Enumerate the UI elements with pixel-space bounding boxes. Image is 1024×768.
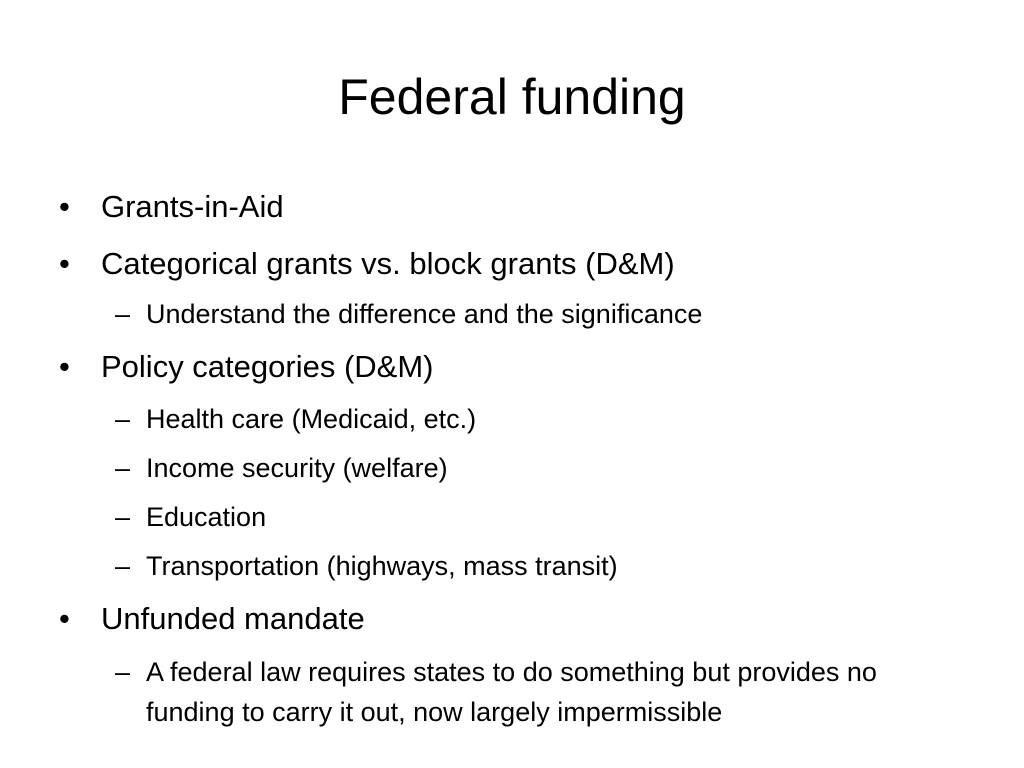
bullet-text: Policy categories (D&M) bbox=[101, 349, 434, 384]
bullet-marker: • bbox=[59, 246, 70, 281]
sub-bullet-item bbox=[115, 546, 618, 586]
sub-bullet-marker: – bbox=[115, 502, 131, 532]
bullet-marker: • bbox=[59, 349, 70, 384]
sub-bullet-text: Transportation (highways, mass transit) bbox=[146, 551, 618, 581]
sub-bullet-item bbox=[115, 399, 477, 439]
bullet-text: Categorical grants vs. block grants (D&M) bbox=[101, 246, 675, 281]
sub-bullet-marker: – bbox=[115, 657, 131, 687]
bullet-item bbox=[59, 187, 284, 227]
bullet-marker: • bbox=[59, 189, 70, 224]
sub-bullet-text: Understand the difference and the significance bbox=[146, 299, 703, 329]
sub-bullet-item bbox=[115, 294, 703, 334]
sub-bullet-text: A federal law requires states to do something but provides no funding to carry it out, now largely impermissible bbox=[146, 657, 877, 727]
bullet-item bbox=[59, 347, 434, 387]
bullet-marker: • bbox=[59, 601, 70, 636]
bullet-item bbox=[59, 244, 675, 284]
sub-bullet-item bbox=[115, 652, 936, 732]
bullet-text: Unfunded mandate bbox=[101, 601, 365, 636]
sub-bullet-marker: – bbox=[115, 299, 131, 329]
sub-bullet-item bbox=[115, 448, 448, 488]
sub-bullet-text: Education bbox=[146, 502, 267, 532]
sub-bullet-text: Income security (welfare) bbox=[146, 453, 448, 483]
sub-bullet-item bbox=[115, 497, 267, 537]
sub-bullet-marker: – bbox=[115, 551, 131, 581]
slide-title: Federal funding bbox=[338, 69, 686, 125]
sub-bullet-text: Health care (Medicaid, etc.) bbox=[146, 404, 477, 434]
bullet-text: Grants-in-Aid bbox=[101, 189, 284, 224]
sub-bullet-marker: – bbox=[115, 404, 131, 434]
bullet-item bbox=[59, 599, 365, 639]
sub-bullet-marker: – bbox=[115, 453, 131, 483]
